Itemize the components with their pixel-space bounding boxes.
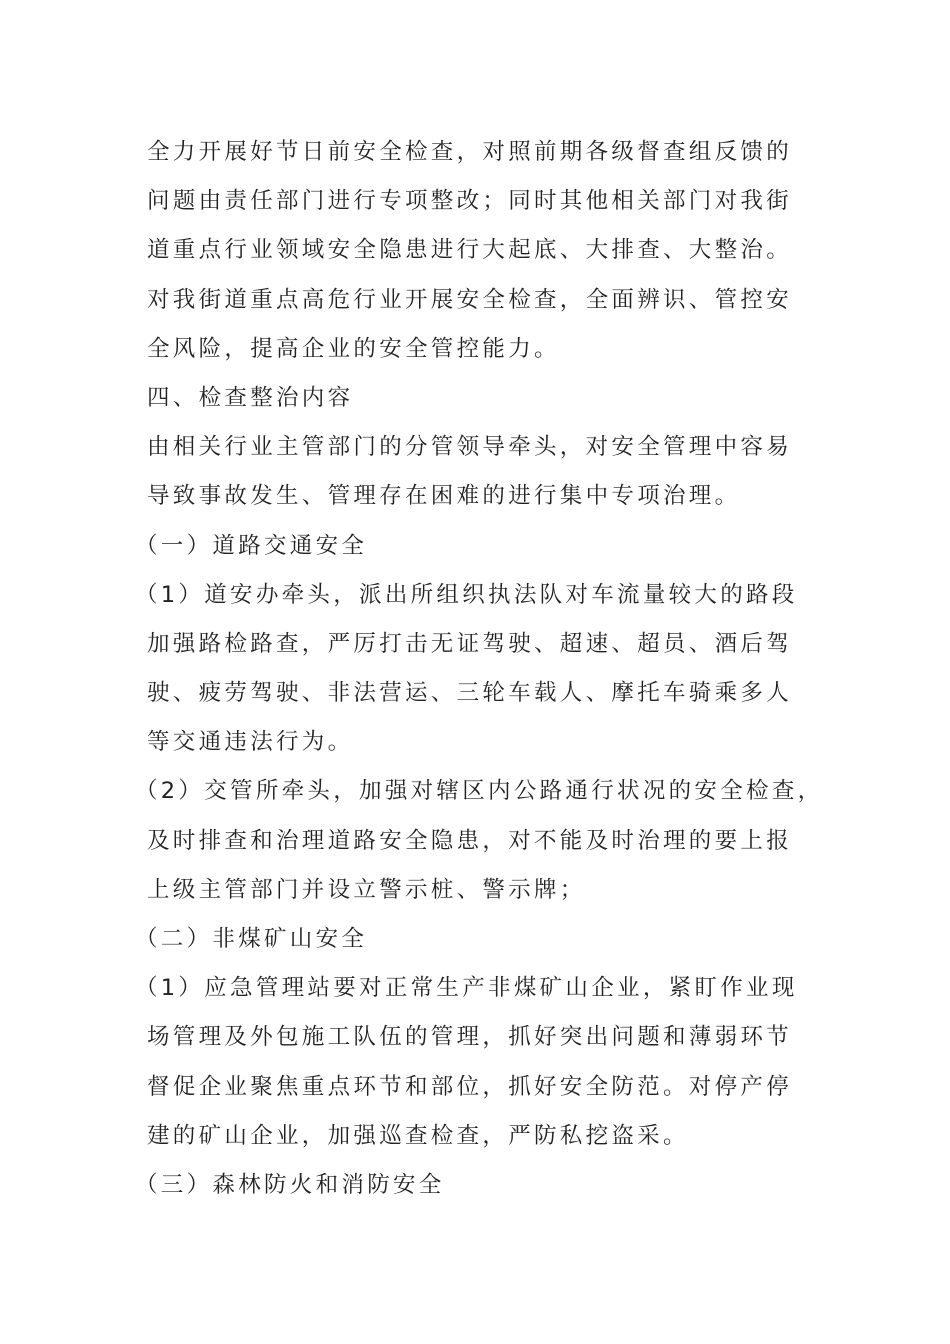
item-line: （2）交管所牵头，加强对辖区内公路通行状况的安全检查，	[135, 778, 824, 805]
paragraph-line: 全风险，提高企业的安全管控能力。	[147, 335, 560, 362]
paragraph-line: 场管理及外包施工队伍的管理，抓好突出问题和薄弱环节	[147, 1024, 793, 1051]
paragraph-line: 对我街道重点高危行业开展安全检查，全面辨识、管控安	[147, 286, 793, 313]
paragraph-line: 加强路检路查，严厉打击无证驾驶、超速、超员、酒后驾	[147, 630, 793, 657]
section-heading: 四、检查整治内容	[147, 384, 354, 411]
paragraph-line: 督促企业聚焦重点环节和部位，抓好安全防范。对停产停	[147, 1073, 793, 1100]
paragraph-line: 等交通违法行为。	[147, 729, 354, 756]
paragraph-line: 由相关行业主管部门的分管领导牵头，对安全管理中容易	[147, 434, 793, 461]
subsection-heading: （一）道路交通安全	[135, 532, 368, 559]
paragraph-line: 驶、疲劳驾驶、非法营运、三轮车载人、摩托车骑乘多人	[147, 680, 793, 707]
subsection-heading: （二）非煤矿山安全	[135, 926, 368, 952]
paragraph-line: 及时排查和治理道路安全隐患，对不能及时治理的要上报	[147, 827, 793, 854]
paragraph-line: 问题由责任部门进行专项整改；同时其他相关部门对我街	[147, 188, 793, 215]
paragraph-line: 上级主管部门并设立警示桩、警示牌；	[147, 876, 586, 903]
item-line: （1）应急管理站要对正常生产非煤矿山企业，紧盯作业现	[135, 975, 798, 1002]
paragraph-line: 导致事故发生、管理存在困难的进行集中专项治理。	[147, 483, 741, 510]
document-body	[135, 128, 824, 1210]
paragraph-line: 道重点行业领域安全隐患进行大起底、大排查、大整治。	[147, 237, 793, 264]
paragraph-line: 全力开展好节日前安全检查，对照前期各级督查组反馈的	[147, 139, 793, 165]
subsection-heading: （三）森林防火和消防安全	[135, 1171, 445, 1198]
item-line: （1）道安办牵头，派出所组织执法队对车流量较大的路段	[135, 581, 798, 608]
paragraph-line: 建的矿山企业，加强巡查检查，严防私挖盗采。	[147, 1122, 689, 1149]
